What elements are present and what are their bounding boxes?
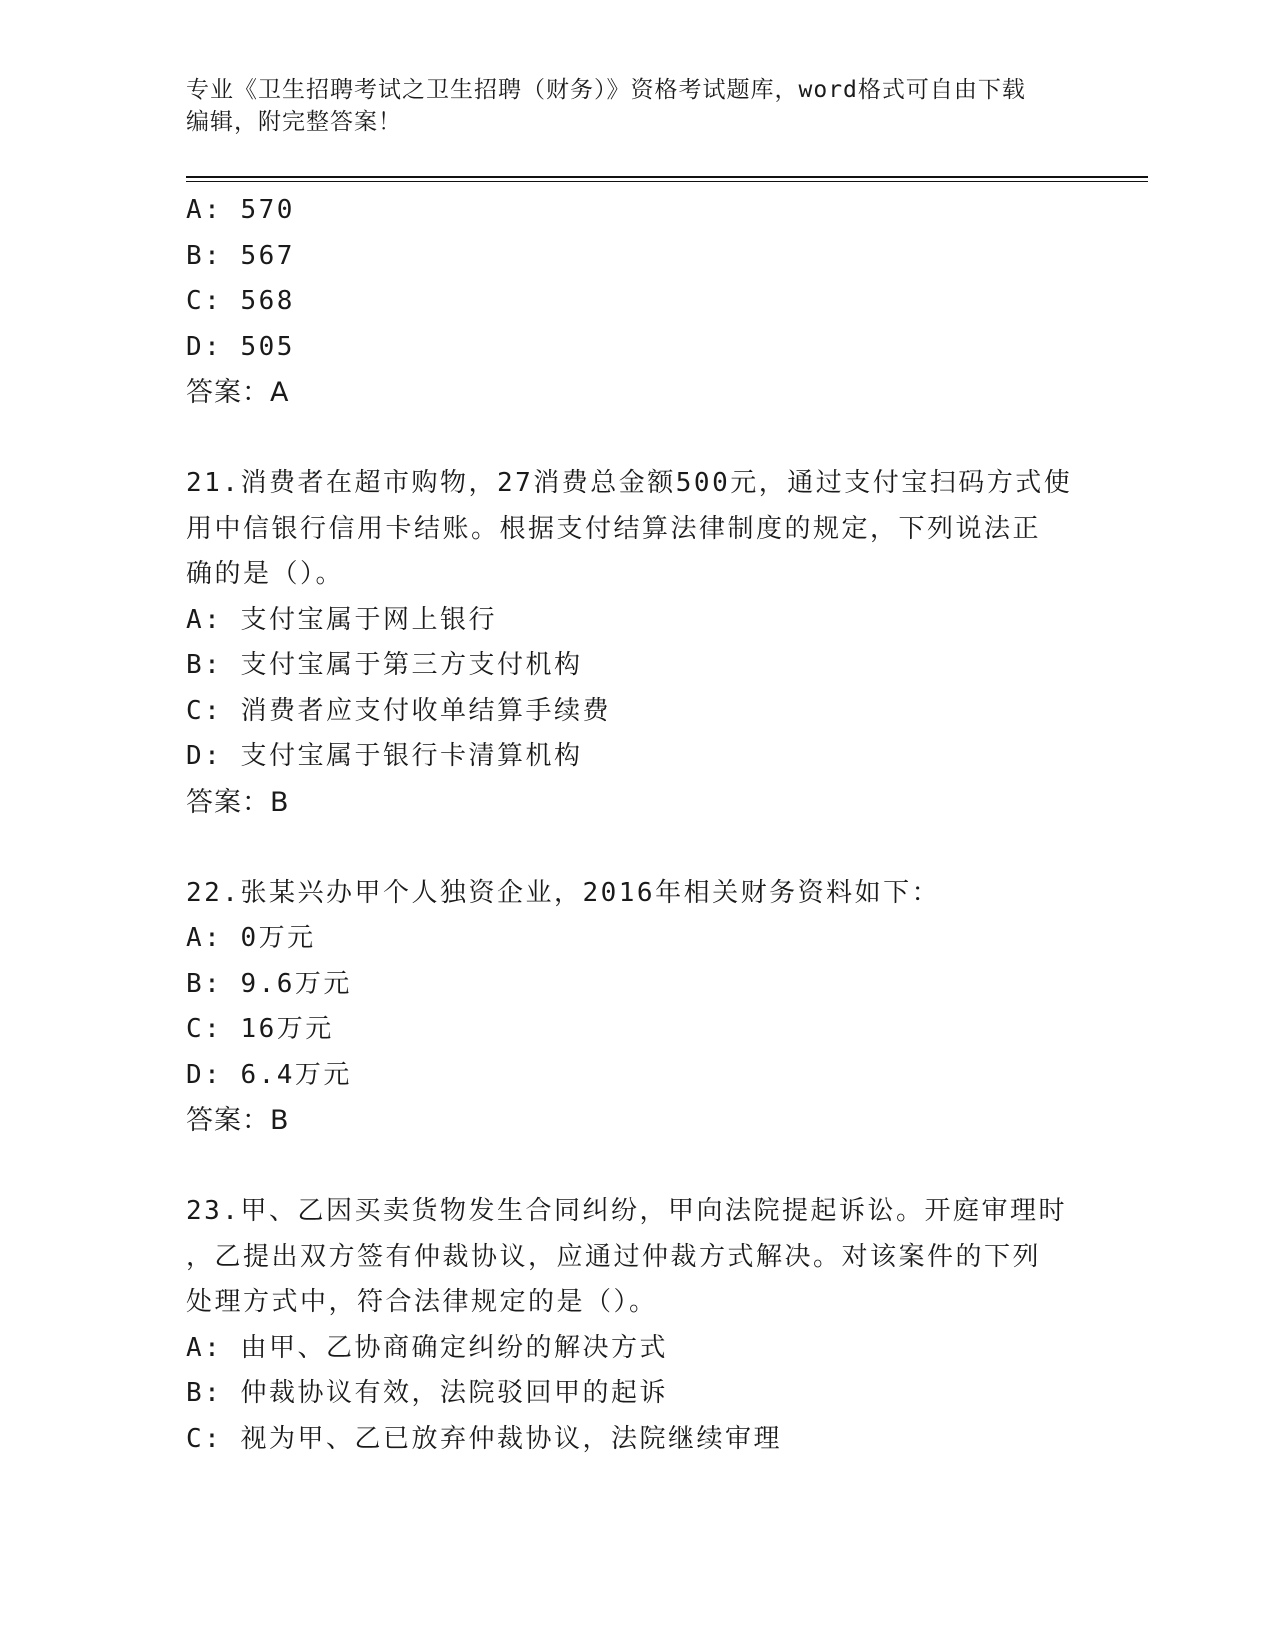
- option-b: B: 支付宝属于第三方支付机构: [186, 650, 583, 680]
- answer-line: 答案：A: [186, 377, 290, 408]
- question-stem-line: 21.消费者在超市购物，27消费总金额500元，通过支付宝扫码方式使: [186, 468, 1073, 498]
- question-stem-line: 确的是（）。: [186, 559, 345, 589]
- question-list: [186, 188, 1086, 1462]
- option-d: D: 6.4万元: [186, 1059, 352, 1090]
- option-d: D: 505: [186, 331, 295, 362]
- spacer: [186, 825, 1086, 871]
- header-rule-thick: [186, 176, 1148, 178]
- option-c: C: 568: [186, 286, 295, 316]
- document-header: [186, 74, 1086, 138]
- header-line-2: 编辑，附完整答案！: [186, 109, 402, 135]
- option-c: C: 消费者应支付收单结算手续费: [186, 695, 611, 726]
- option-b: B: 9.6万元: [186, 968, 352, 999]
- spacer: [186, 1144, 1086, 1190]
- option-b: B: 仲裁协议有效，法院驳回甲的起诉: [186, 1378, 668, 1408]
- header-line-1: 专业《卫生招聘考试之卫生招聘（财务）》资格考试题库，word格式可自由下载: [186, 77, 1026, 103]
- question-stem-line: 用中信银行信用卡结账。根据支付结算法律制度的规定，下列说法正: [186, 513, 1042, 544]
- option-a: A: 支付宝属于网上银行: [186, 604, 497, 635]
- option-a: A: 0万元: [186, 923, 316, 953]
- question-stem-line: 23.甲、乙因买卖货物发生合同纠纷，甲向法院提起诉讼。开庭审理时: [186, 1196, 1067, 1226]
- header-rule-thin: [186, 181, 1148, 182]
- option-b: B: 567: [186, 240, 295, 271]
- question-20: [186, 188, 1086, 416]
- question-22: [186, 871, 1086, 1144]
- answer-line: 答案：B: [186, 786, 290, 818]
- option-c: C: 16万元: [186, 1014, 334, 1044]
- question-stem-line: 22.张某兴办甲个人独资企业，2016年相关财务资料如下：: [186, 877, 941, 908]
- question-stem-line: ，乙提出双方签有仲裁协议，应通过仲裁方式解决。对该案件的下列: [186, 1241, 1042, 1272]
- question-stem-line: 处理方式中，符合法律规定的是（）。: [186, 1287, 658, 1317]
- option-c: C: 视为甲、乙已放弃仲裁协议，法院继续审理: [186, 1423, 782, 1454]
- option-d: D: 支付宝属于银行卡清算机构: [186, 741, 583, 771]
- question-23: [186, 1189, 1086, 1462]
- spacer: [186, 416, 1086, 462]
- option-a: A: 由甲、乙协商确定纠纷的解决方式: [186, 1332, 668, 1363]
- answer-line: 答案：B: [186, 1105, 290, 1136]
- question-21: [186, 461, 1086, 825]
- option-a: A: 570: [186, 195, 295, 225]
